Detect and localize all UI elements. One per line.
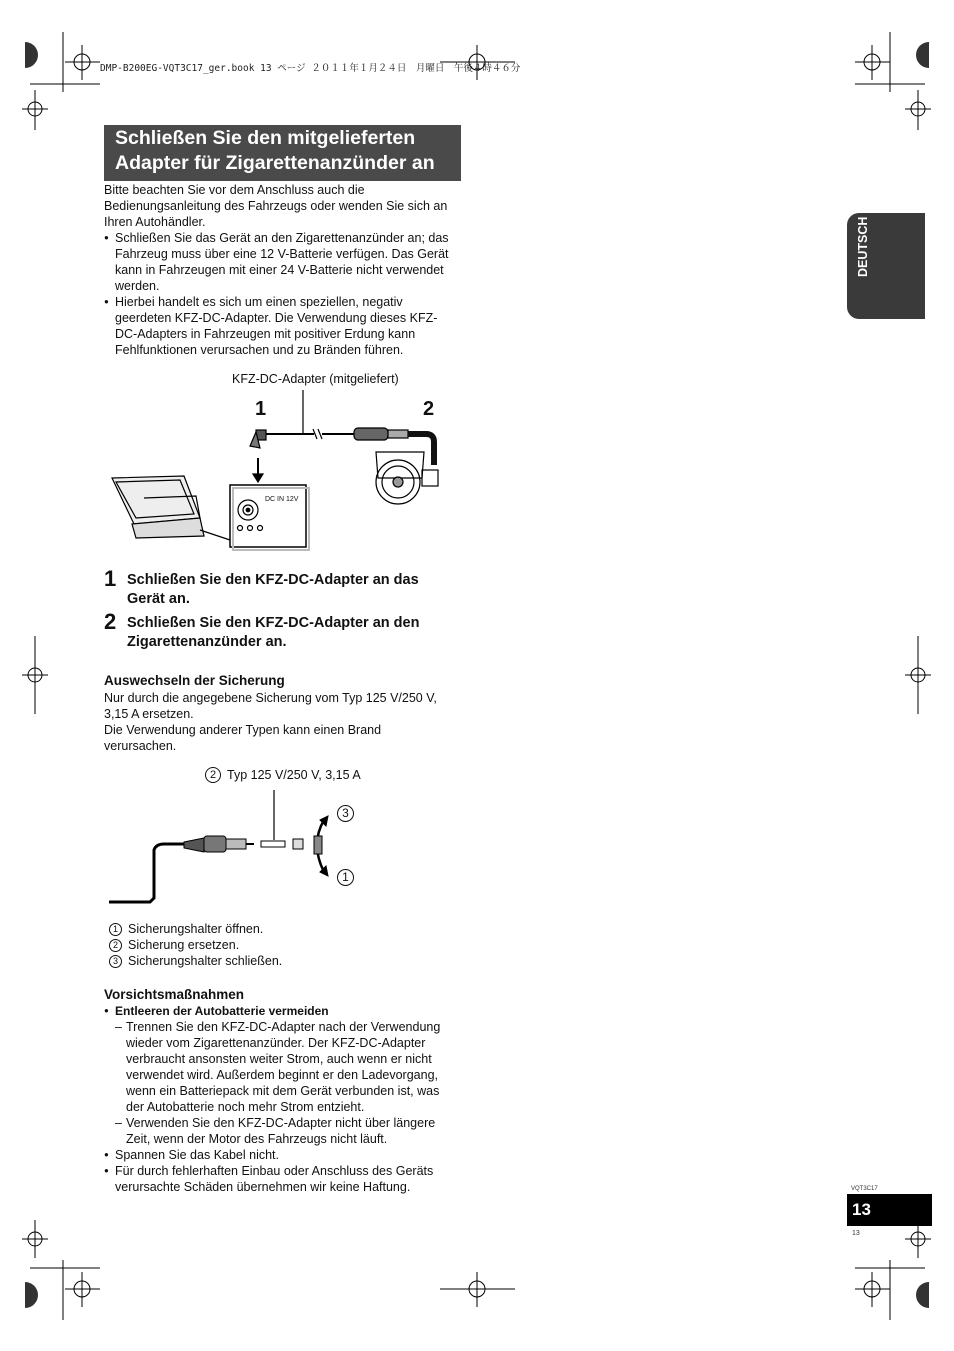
bullet-line: verursachte Schäden übernehmen wir keine Haftung.	[115, 1180, 411, 1194]
dash-item	[104, 1115, 464, 1147]
bullet-line: ● Schließen Sie das Gerät an den Zigarettenanzünder an; das	[115, 231, 449, 245]
bullet-line: ● Für durch fehlerhaften Einbau oder Anschluss des Geräts	[115, 1164, 434, 1178]
bullet-item: ● Spannen Sie das Kabel nicht.	[104, 1147, 464, 1163]
figure-step-2: 2	[423, 398, 435, 420]
fuse-text	[104, 690, 460, 754]
step-text	[127, 614, 467, 652]
step-line: Zigarettenanzünder an.	[127, 634, 287, 650]
dash-line: Zeit, wenn der Motor des Fahrzeugs nicht läuft.	[126, 1132, 388, 1146]
fuse-line: Nur durch die angegebene Sicherung vom Typ 125 V/250 V,	[104, 691, 437, 705]
dc-in-label: DC IN 12V	[265, 496, 299, 503]
doc-code: VQT3C17	[851, 1186, 878, 1192]
circled-number: 3	[109, 955, 122, 968]
bullet-line: Fahrzeug muss über eine 12 V-Batterie verfügen. Das Gerät	[115, 247, 449, 261]
step-line: Schließen Sie den KFZ-DC-Adapter an das	[127, 572, 419, 588]
bullet-item	[104, 1163, 464, 1195]
fuse-step-text: Sicherungshalter öffnen.	[128, 922, 264, 936]
precautions-heading: Vorsichtsmaßnahmen	[104, 987, 245, 1002]
fuse-heading: Auswechseln der Sicherung	[104, 673, 285, 688]
step-line: Schließen Sie den KFZ-DC-Adapter an den	[127, 615, 420, 631]
bullet-line: DC-Adapters in Fahrzeugen mit positiver Erdung kann	[115, 327, 416, 341]
intro-line: Bitte beachten Sie vor dem Anschluss auch die	[104, 183, 365, 197]
section-title-line2: Adapter für Zigarettenanzünder an	[115, 152, 435, 174]
bullet-line: Fehlfunktionen verursachen und zu Bränden führen.	[115, 343, 404, 357]
bullet-line: geerdeten KFZ-DC-Adapter. Die Verwendung dieses KFZ-	[115, 311, 438, 325]
fuse-step	[109, 937, 282, 953]
step-text	[127, 571, 467, 609]
dash-line: – Trennen Sie den KFZ-DC-Adapter nach der Verwendung	[126, 1020, 441, 1034]
section-title	[104, 125, 461, 181]
fuse-line: verursachen.	[104, 739, 177, 753]
fuse-step-text: Sicherungshalter schließen.	[128, 954, 283, 968]
page-number-box	[847, 1194, 932, 1226]
circled-number: 2	[109, 939, 122, 952]
bullet-line: werden.	[115, 279, 160, 293]
dash-line: der Autobatterie noch mehr Strom entzieht.	[126, 1100, 365, 1114]
page-number-small: 13	[852, 1230, 860, 1237]
step-number: 2	[104, 609, 117, 634]
circled-number: 3	[337, 805, 354, 822]
dash-item	[104, 1019, 464, 1115]
bullet-item	[104, 294, 460, 358]
fuse-line: Die Verwendung anderer Typen kann einen Brand	[104, 723, 382, 737]
step-line: Gerät an.	[127, 591, 190, 607]
dash-line: verwendet wird. Außerdem beginnt er den Ladevorgang,	[126, 1068, 438, 1082]
section-title-line1: Schließen Sie den mitgelieferten	[115, 127, 416, 149]
intro-line: Bedienungsanleitung des Fahrzeugs oder wenden Sie sich an	[104, 199, 448, 213]
precautions-list	[104, 1003, 464, 1195]
figure-step-1: 1	[255, 398, 267, 420]
fuse-diagram	[104, 786, 344, 906]
dash-line: – Verwenden Sie den KFZ-DC-Adapter nicht über längere	[126, 1116, 436, 1130]
adapter-label: KFZ-DC-Adapter (mitgeliefert)	[232, 372, 399, 386]
connection-diagram	[104, 390, 464, 555]
bullet-item	[104, 230, 460, 294]
dash-line: verbraucht ansonsten weiter Strom, auch wenn er nicht	[126, 1052, 432, 1066]
bullet-item: ● Entleeren der Autobatterie vermeiden	[104, 1003, 464, 1019]
intro-paragraph	[104, 182, 460, 358]
dash-line: wieder vom Zigarettenanzünder. Der KFZ-DC-Adapter	[126, 1036, 426, 1050]
bullet-line: kann in Fahrzeugen mit einer 24 V-Batterie nicht verwendet	[115, 263, 444, 277]
fuse-step-text: Sicherung ersetzen.	[128, 938, 240, 952]
fuse-type-text: Typ 125 V/250 V, 3,15 A	[227, 768, 361, 782]
bullet-line: ● Hierbei handelt es sich um einen speziellen, negativ	[115, 295, 403, 309]
fuse-step	[109, 921, 282, 937]
fuse-steps-list	[109, 921, 282, 969]
fuse-figure-label	[205, 767, 361, 783]
fuse-line: 3,15 A ersetzen.	[104, 707, 194, 721]
intro-line: Ihren Autohändler.	[104, 215, 206, 229]
fuse-step	[109, 953, 282, 969]
language-tab-label: DEUTSCH	[856, 216, 870, 277]
dash-line: wenn ein Batteriepack mit dem Gerät verbunden ist, was	[126, 1084, 440, 1098]
circled-number: 1	[337, 869, 354, 886]
circled-number: 1	[109, 923, 122, 936]
step-number: 1	[104, 566, 117, 591]
page-number: 13	[852, 1200, 871, 1219]
file-header-line: DMP-B200EG-VQT3C17_ger.book 13 ページ ２０１１年１月２４日 月曜日 午後４時４６分	[100, 63, 521, 74]
circled-number: 2	[205, 767, 221, 783]
